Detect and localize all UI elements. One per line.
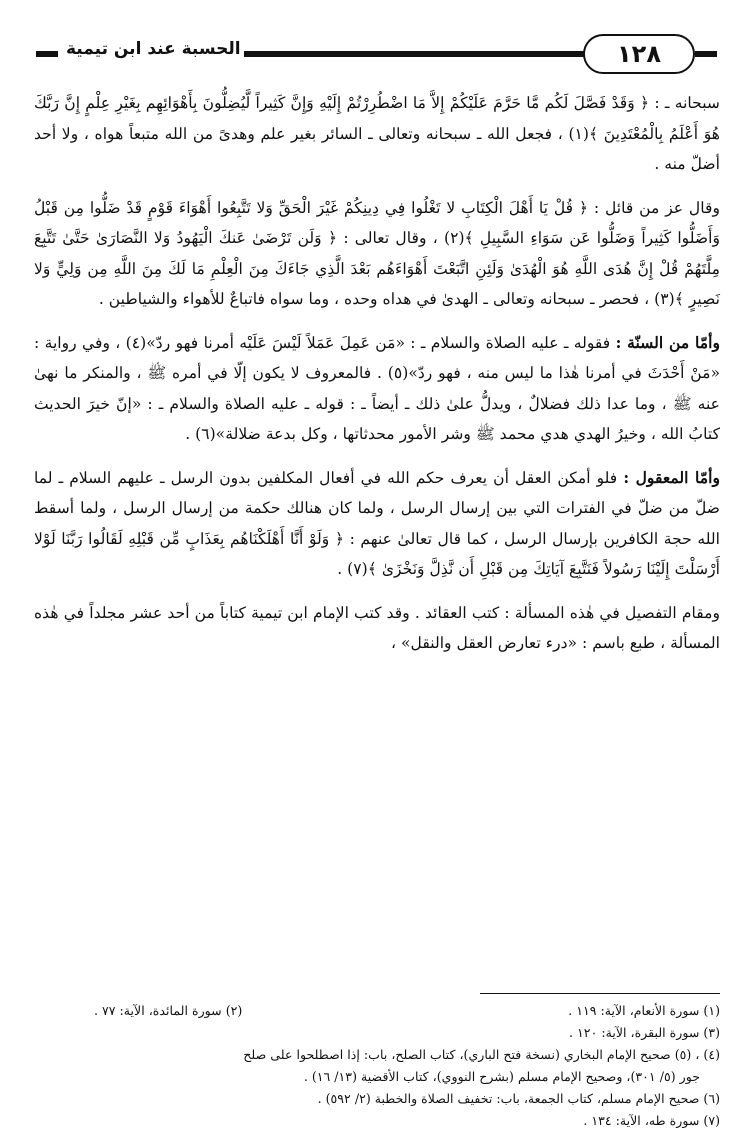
paragraph-2-text: وقال عز من قائل : ﴿ قُلْ يَا أَهْلَ الْكِتَابِ لا تَغْلُوا فِي دِينِكُمْ غَيْرَ الْحَقِّ وَلا تَتَّبِعُوا أَهْوَاءَ قَوْمٍ قَدْ ضَلُّوا مِن قَبْلُ وَأَضَلُّوا كَثِيراً وَضَلُّوا عَن سَوَاءِ السَّبِيلِ ﴾(٢) ، وقال تعالى : ﴿ وَلَن تَرْضَىٰ عَنكَ الْيَهُودُ وَلا النَّصَارَىٰ حَتَّىٰ تَتَّبِعَ مِلَّتَهُمْ قُلْ إِنَّ هُدَى اللَّهِ هُوَ الْهُدَىٰ وَلَئِنِ اتَّبَعْتَ أَهْوَاءَهُم بَعْدَ الَّذِي جَاءَكَ مِنَ الْعِلْمِ مَا لَكَ مِنَ اللَّهِ مِن وَلِيٍّ وَلا نَصِيرٍ ﴾(٣) ، فحصر ـ سبحانه وتعالى ـ الهدىٰ في هداه وحده ، وما سواه فاتباعٌ للأهواء والشياطين . <box>34 198 721 308</box>
page-number: ١٢٨ <box>617 40 661 68</box>
paragraph-3-heading: وأمّا من السنّة : <box>615 332 720 352</box>
paragraph-4 <box>34 463 720 585</box>
header-right-ornament <box>695 51 717 57</box>
paragraph-4-text: فلو أمكن العقل أن يعرف حكم الله في أفعال المكلفين بدون الرسل ـ عليهم السلام ـ لما ضلّ من ضلّ في الفترات التي بين إرسال الرسل ، ولما كان هنالك حكمة من إرسال الرسل ، ولما أسقط الله حجة الكافرين بإرسال الرسل ، كما قال تعالىٰ عنهم : ﴿ وَلَوْ أَنَّا أَهْلَكْنَاهُم بِعَذَابٍ مِّن قَبْلِهِ لَقَالُوا رَبَّنَا لَوْلا أَرْسَلْتَ إِلَيْنَا رَسُولاً فَنَتَّبِعَ آيَاتِكَ مِن قَبْلِ أَن نَّذِلَّ وَنَخْزَىٰ ﴾(٧) . <box>34 468 720 578</box>
page-number-badge <box>583 34 695 74</box>
paragraph-5-text: ومقام التفصيل في هٰذه المسألة : كتب العقائد . وقد كتب الإمام ابن تيمية كتاباً من أحد عشر مجلداً في هٰذه المسألة ، طبع باسم : «درء تعارض العقل والنقل» ، <box>34 603 720 652</box>
footnote-2: (٢) سورة المائدة، الآية: ٧٧ . <box>94 1003 243 1018</box>
footnotes <box>34 1000 720 1132</box>
page-header <box>30 30 730 80</box>
footnote-separator <box>480 993 720 994</box>
footnote-row <box>34 1000 720 1022</box>
main-text <box>34 88 720 672</box>
paragraph-3-text: فقوله ـ عليه الصلاة والسلام ـ : «مَن عَمِلَ عَمَلاً لَيْسَ عَلَيْه أمرنا فهو ردّ»(٤) ، وفي رواية : «مَنْ أَحْدَثَ في أمرنا هٰذا ما ليس منه ، فهو ردّ»(٥) . فالمعروف لا يكون إلّا في أمره ﷺ ، والمنكر ما نهىٰ عنه ﷺ ، وما عدا ذلك فضلالٌ ، ويدلُّ علىٰ ذلك ـ أيضاً ـ : قوله ـ عليه الصلاة والسلام ـ : «إنّ خيرَ الحديث كتابُ الله ، وخيرُ الهدي هدي محمد ﷺ وشر الأمور محدثاتها ، وكل بدعة ضلالة»(٦) . <box>34 333 720 443</box>
header-left-ornament <box>36 51 58 57</box>
paragraph-4-heading: وأمّا المعقول : <box>623 467 720 487</box>
footnote-4-5: (٤) ، (٥) صحيح الإمام البخاري (نسخة فتح الباري)، كتاب الصلح، باب: إذا اصطلحوا على صلح <box>243 1047 720 1062</box>
header-rule <box>244 51 620 57</box>
paragraph-5 <box>34 598 720 659</box>
paragraph-1 <box>34 88 720 180</box>
footnote-7: (٧) سورة طه، الآية: ١٣٤ . <box>583 1113 720 1128</box>
footnote-3: (٣) سورة البقرة، الآية: ١٢٠ . <box>569 1025 720 1040</box>
paragraph-1-text: سبحانه ـ : ﴿ وَقَدْ فَصَّلَ لَكُم مَّا حَرَّمَ عَلَيْكُمْ إِلاَّ مَا اضْطُرِرْتُمْ إِلَيْهِ وَإِنَّ كَثِيراً لَّيُضِلُّونَ بِأَهْوَائِهِم بِغَيْرِ عِلْمٍ إِنَّ رَبَّكَ هُوَ أَعْلَمُ بِالْمُعْتَدِينَ ﴾(١) ، فجعل الله ـ سبحانه وتعالى ـ السائر بغير علم وهدىً من الله متبعاً هواه ، ولا أحد أضلّ منه . <box>34 94 721 173</box>
footnote-4-5-continued: جور (٥/ ٣٠١)، وصحيح الإمام مسلم (بشرح النووي)، كتاب الأقضية (١٣/ ١٦) . <box>303 1069 700 1084</box>
footnote-1: (١) سورة الأنعام، الآية: ١١٩ . <box>568 1003 720 1018</box>
footnote-6: (٦) صحيح الإمام مسلم، كتاب الجمعة، باب: تخفيف الصلاة والخطبة (٢/ ٥٩٢) . <box>317 1091 720 1106</box>
running-title: الحسبة عند ابن تيمية <box>66 39 241 59</box>
paragraph-3 <box>34 328 720 450</box>
paragraph-2 <box>34 193 720 315</box>
